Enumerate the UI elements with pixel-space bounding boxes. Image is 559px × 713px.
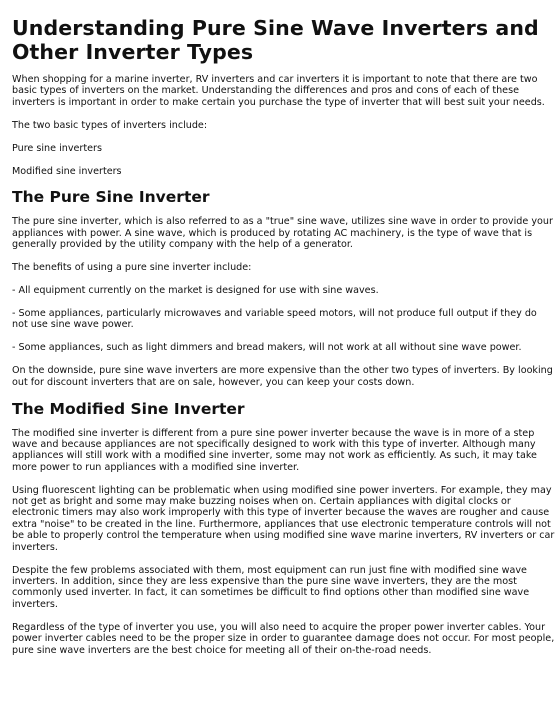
- section-paragraph: Despite the few problems associated with them, most equipment can run just fine with modified sine wave inverters. In addition, since they are less expensive than the pure sine wave inverters, they are the most commonly used inverter. In fact, it can sometimes be difficult to find options other than modified sine wave inverters.: [12, 564, 530, 610]
- section-heading-pure-sine: The Pure Sine Inverter: [12, 188, 210, 207]
- benefit-item: - All equipment currently on the market is designed for use with sine waves.: [12, 285, 379, 297]
- intro-paragraph: The two basic types of inverters include:: [12, 119, 208, 131]
- inverter-type-item: Modified sine inverters: [12, 165, 122, 177]
- section-paragraph: Regardless of the type of inverter you use, you will also need to acquire the proper power inverter cables. Your power inverter cables need to be the proper size in order to guarantee damage does not occur. For most people, pure sine wave inverters are the best choice for meeting all of their on-the-road needs.: [12, 621, 555, 656]
- section-paragraph: Using fluorescent lighting can be problematic when using modified sine power inverters. For example, they may not get as bright and some may make buzzing noises when on. Certain appliances with digital clocks or electronic timers may also work improperly with this type of inverter because the waves are rougher and cause extra "noise" to be created in the line. Furthermore, appliances that use electronic temperature controls will not be able to properly control the temperature when using modified sine wave marine inverters, RV inverters or car inverters.: [12, 484, 555, 553]
- page-title: Understanding Pure Sine Wave Inverters and Other Inverter Types: [12, 16, 539, 64]
- benefit-item: - Some appliances, such as light dimmers and bread makers, will not work at all without sine wave power.: [12, 342, 522, 354]
- section-paragraph: The modified sine inverter is different from a pure sine power inverter because the wave is in more of a step wave and because appliances are not specifically designed to work with this type of inverter. Although many appliances will still work with a modified sine inverter, some may not work as efficiently. As such, it may take more power to run appliances with a modified sine inverter.: [12, 427, 537, 473]
- intro-paragraph: When shopping for a marine inverter, RV inverters and car inverters it is important to note that there are two basic types of inverters on the market. Understanding the differences and pros and cons of each of these inverters is important in order to make certain you purchase the type of inverter that will best suit your needs.: [12, 74, 545, 108]
- section-paragraph: The benefits of using a pure sine inverter include:: [12, 262, 252, 274]
- section-heading-modified-sine: The Modified Sine Inverter: [12, 399, 245, 418]
- benefit-item: - Some appliances, particularly microwaves and variable speed motors, will not produce full output if they do not use sine wave power.: [12, 307, 537, 331]
- section-paragraph: The pure sine inverter, which is also referred to as a "true" sine wave, utilizes sine wave in order to provide your appliances with power. A sine wave, which is produced by rotating AC machinery, is the type of wave that is generally provided by the utility company with the help of a generator.: [12, 216, 553, 251]
- inverter-type-item: Pure sine inverters: [12, 142, 102, 154]
- section-paragraph: On the downside, pure sine wave inverters are more expensive than the other two types of inverters. By looking out for discount inverters that are on sale, however, you can keep your costs down.: [12, 365, 553, 388]
